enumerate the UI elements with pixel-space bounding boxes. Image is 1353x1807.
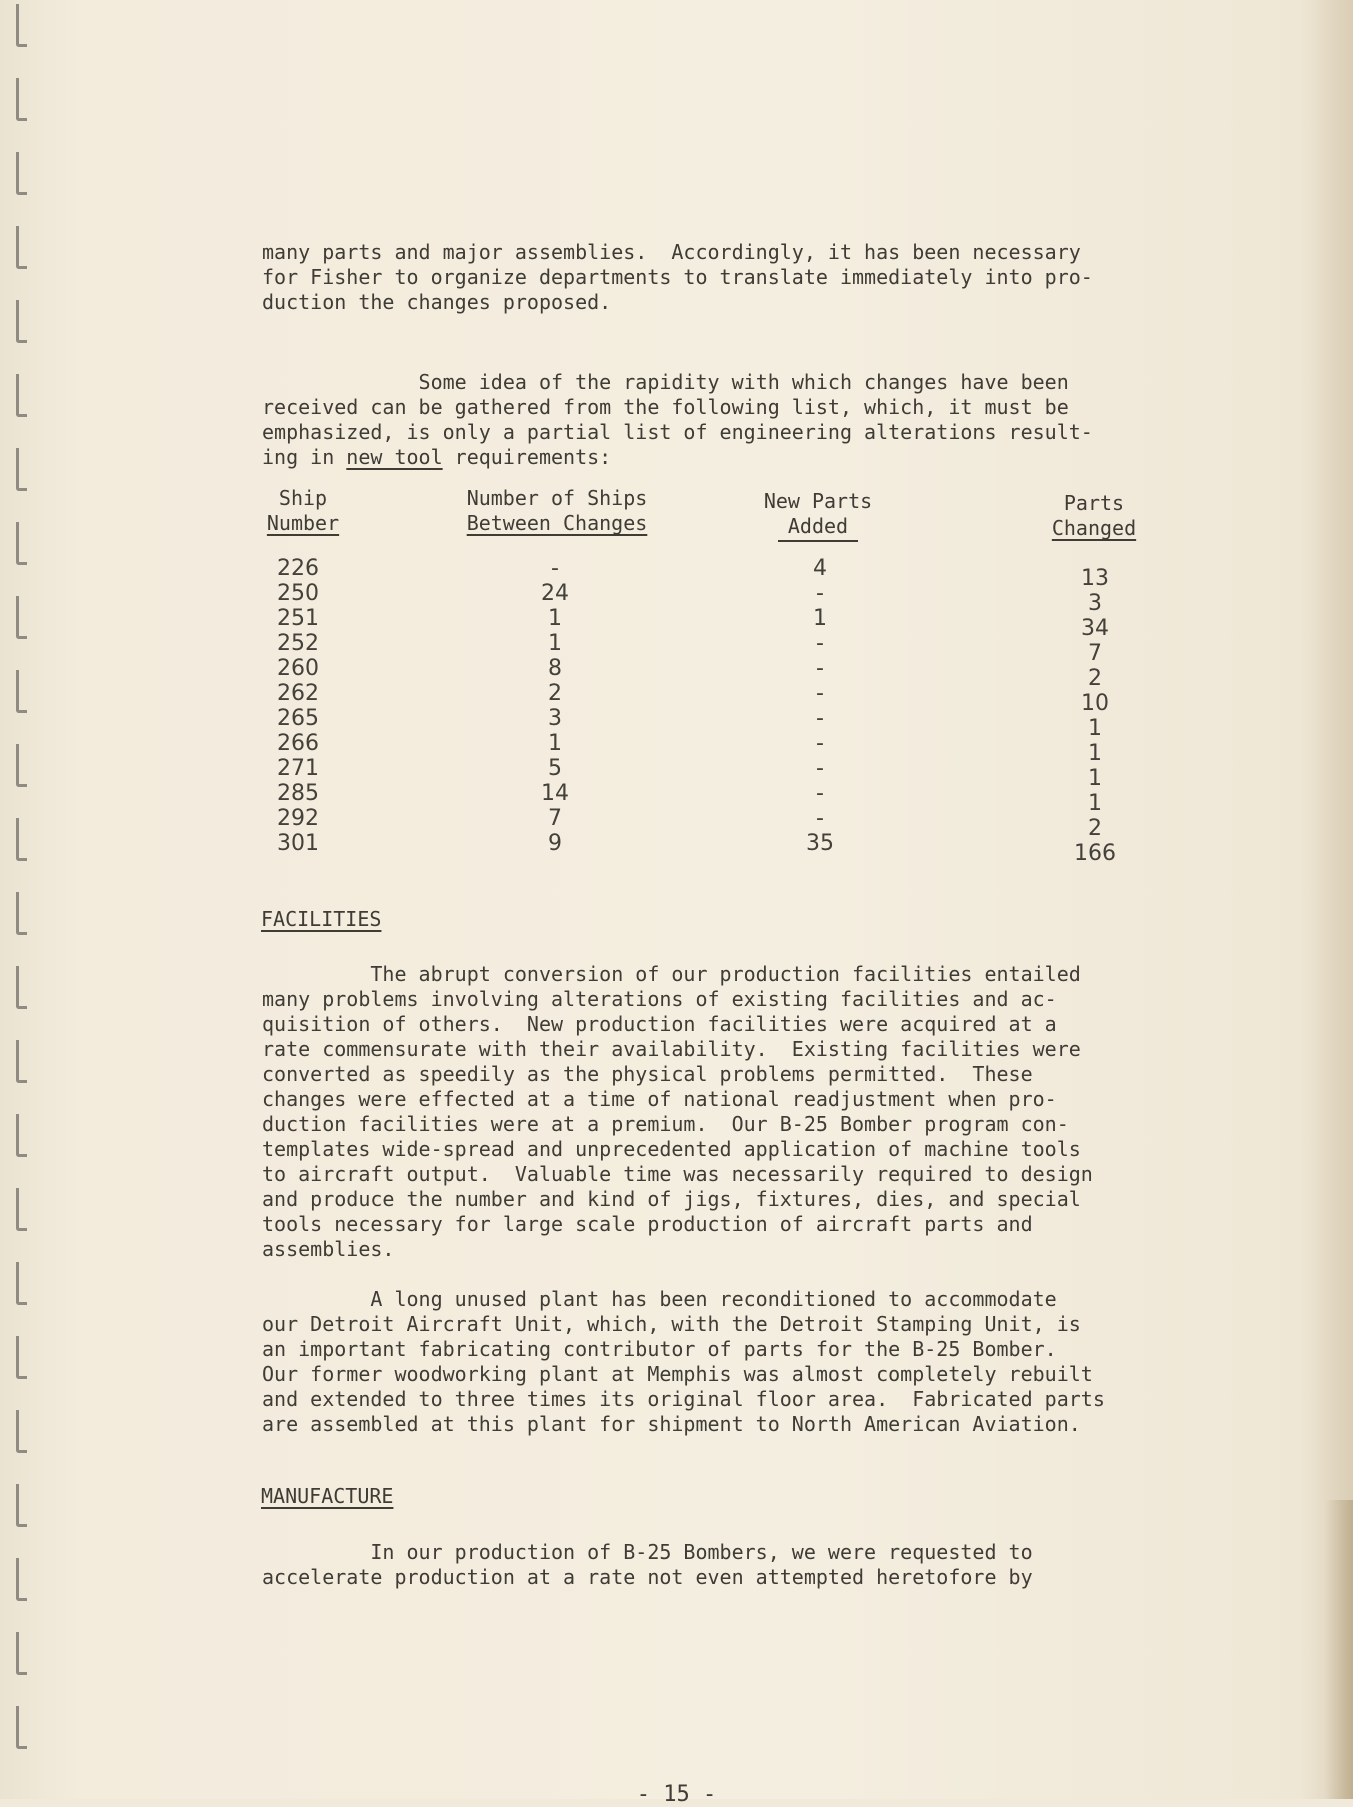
binding-ring bbox=[16, 1188, 27, 1231]
header-changed-top: Parts bbox=[1063, 491, 1125, 515]
table-cell-between: 7 bbox=[548, 806, 562, 831]
paragraph-facilities: The abrupt conversion of our production facilities entailed many problems involving alterations of existing facilities and ac- quisition of others. New production facilities were acquired at a rate commensurate with their availability. Existing facilities were converted as speedily as the physical problems permitted. These changes were effected at a time of national readjustment when pro- duction facilities were at a premium. Our B-25 Bomber program con- templates wide-spread and unprecedented application of machine tools to aircraft output. Valuable time was necessarily required to design and produce the number and kind of jigs, fixtures, dies, and special tools necessary for large scale production of aircraft parts and assemblies. bbox=[262, 962, 1093, 1261]
spiral-binding bbox=[16, 0, 38, 1799]
header-between-bottom: Between Changes bbox=[466, 511, 648, 535]
column-ship-number bbox=[277, 556, 337, 856]
table-cell-added: - bbox=[816, 631, 824, 656]
binding-ring bbox=[16, 1558, 27, 1601]
binding-ring bbox=[16, 1484, 27, 1527]
header-ship-number bbox=[262, 486, 344, 536]
table-cell-changed: 1 bbox=[1088, 741, 1102, 766]
table-cell-added: 1 bbox=[813, 606, 827, 631]
header-changed-bottom: Changed bbox=[1051, 516, 1137, 540]
table-cell-ship: 260 bbox=[277, 656, 319, 681]
header-ships-between-changes bbox=[462, 486, 652, 536]
table-cell-changed: 3 bbox=[1088, 591, 1102, 616]
binding-ring bbox=[16, 818, 27, 861]
binding-ring bbox=[16, 374, 27, 417]
table-cell-changed: 2 bbox=[1088, 666, 1102, 691]
table-cell-added: 4 bbox=[813, 556, 827, 581]
binding-ring bbox=[16, 1114, 27, 1157]
table-cell-ship: 271 bbox=[277, 756, 319, 781]
table-cell-ship: 292 bbox=[277, 806, 319, 831]
header-between-top: Number of Ships bbox=[466, 486, 648, 510]
paragraph-list-intro-body: Some idea of the rapidity with which changes have been received can be gathered from the following list, which, it must be emphasized, is only a partial list of engineering alterations result- bbox=[262, 370, 1093, 444]
table-cell-added: - bbox=[816, 756, 824, 781]
table-cell-ship: 226 bbox=[277, 556, 319, 581]
table-cell-between: 3 bbox=[548, 706, 562, 731]
header-added-bottom bbox=[756, 514, 880, 542]
table-cell-ship: 285 bbox=[277, 781, 319, 806]
binding-ring bbox=[16, 1706, 27, 1749]
list-intro-last-prefix: ing in bbox=[262, 445, 347, 469]
table-cell-added: - bbox=[816, 681, 824, 706]
table-cell-between: 9 bbox=[548, 831, 562, 856]
header-ship-top: Ship bbox=[278, 486, 328, 510]
binding-ring bbox=[16, 744, 27, 787]
table-cell-ship: 250 bbox=[277, 581, 319, 606]
binding-ring bbox=[16, 1336, 27, 1379]
column-parts-changed bbox=[1055, 566, 1135, 866]
table-cell-added: - bbox=[816, 731, 824, 756]
table-cell-between: 1 bbox=[548, 731, 562, 756]
header-added-top: New Parts bbox=[763, 489, 873, 513]
binding-ring bbox=[16, 522, 27, 565]
header-ship-bottom: Number bbox=[266, 511, 340, 535]
table-cell-ship: 301 bbox=[277, 831, 319, 856]
table-cell-changed: 1 bbox=[1088, 791, 1102, 816]
table-cell-ship: 251 bbox=[277, 606, 319, 631]
header-added-bottom-text: Added bbox=[778, 514, 858, 542]
table-cell-changed: 13 bbox=[1081, 566, 1109, 591]
table-cell-between: 8 bbox=[548, 656, 562, 681]
paragraph-intro: many parts and major assemblies. Accordingly, it has been necessary for Fisher to organize departments to translate immediately into pro- duction the changes proposed. bbox=[262, 240, 1093, 314]
table-cell-added: - bbox=[816, 581, 824, 606]
binding-ring bbox=[16, 448, 27, 491]
page-number: - 15 - bbox=[636, 1782, 717, 1807]
paragraph-manufacture: In our production of B-25 Bombers, we were requested to accelerate production at a rate not even attempted heretofore by bbox=[262, 1540, 1033, 1589]
table-cell-changed: 34 bbox=[1081, 616, 1109, 641]
table-cell-between: 14 bbox=[541, 781, 569, 806]
table-cell-changed: 1 bbox=[1088, 766, 1102, 791]
manufacture-heading: MANUFACTURE bbox=[261, 1484, 394, 1508]
binding-ring bbox=[16, 300, 27, 343]
facilities-heading: FACILITIES bbox=[261, 907, 382, 931]
table-cell-changed: 10 bbox=[1081, 691, 1109, 716]
header-parts-changed bbox=[1048, 491, 1140, 541]
table-cell-changed: 1 bbox=[1088, 716, 1102, 741]
binding-ring bbox=[16, 1262, 27, 1305]
table-cell-between: - bbox=[551, 556, 559, 581]
table-cell-added: 35 bbox=[806, 831, 834, 856]
binding-ring bbox=[16, 1040, 27, 1083]
table-cell-added: - bbox=[816, 706, 824, 731]
page-edge-shadow bbox=[1325, 1500, 1353, 1799]
table-cell-ship: 265 bbox=[277, 706, 319, 731]
table-cell-added: - bbox=[816, 806, 824, 831]
header-new-parts-added bbox=[756, 489, 880, 542]
table-cell-ship: 262 bbox=[277, 681, 319, 706]
binding-ring bbox=[16, 152, 27, 195]
binding-ring bbox=[16, 1410, 27, 1453]
paragraph-detroit-memphis: A long unused plant has been reconditioned to accommodate our Detroit Aircraft Unit, which, with the Detroit Stamping Unit, is an important fabricating contributor of parts for the B-25 Bomber. Our former woodworking plant at Memphis was almost completely rebuilt and extended to three times its original floor area. Fabricated parts are assembled at this plant for shipment to North American Aviation. bbox=[262, 1287, 1105, 1436]
table-cell-ship: 266 bbox=[277, 731, 319, 756]
table-cell-added: - bbox=[816, 781, 824, 806]
new-tool-underlined: new tool bbox=[346, 445, 443, 469]
table-cell-added: - bbox=[816, 656, 824, 681]
list-intro-last-suffix: requirements: bbox=[442, 445, 612, 469]
table-cell-ship: 252 bbox=[277, 631, 319, 656]
binding-ring bbox=[16, 670, 27, 713]
binding-ring bbox=[16, 892, 27, 935]
binding-ring bbox=[16, 4, 27, 47]
column-new-parts bbox=[780, 556, 860, 856]
binding-ring bbox=[16, 596, 27, 639]
table-cell-between: 24 bbox=[541, 581, 569, 606]
table-cell-between: 1 bbox=[548, 606, 562, 631]
table-cell-changed: 166 bbox=[1074, 841, 1116, 866]
binding-ring bbox=[16, 226, 27, 269]
table-cell-changed: 2 bbox=[1088, 816, 1102, 841]
binding-ring bbox=[16, 1632, 27, 1675]
table-cell-between: 1 bbox=[548, 631, 562, 656]
table-cell-between: 5 bbox=[548, 756, 562, 781]
table-cell-changed: 7 bbox=[1088, 641, 1102, 666]
column-ships-between bbox=[520, 556, 590, 856]
binding-ring bbox=[16, 78, 27, 121]
table-cell-between: 2 bbox=[548, 681, 562, 706]
paragraph-list-intro bbox=[262, 345, 1142, 495]
binding-ring bbox=[16, 966, 27, 1009]
